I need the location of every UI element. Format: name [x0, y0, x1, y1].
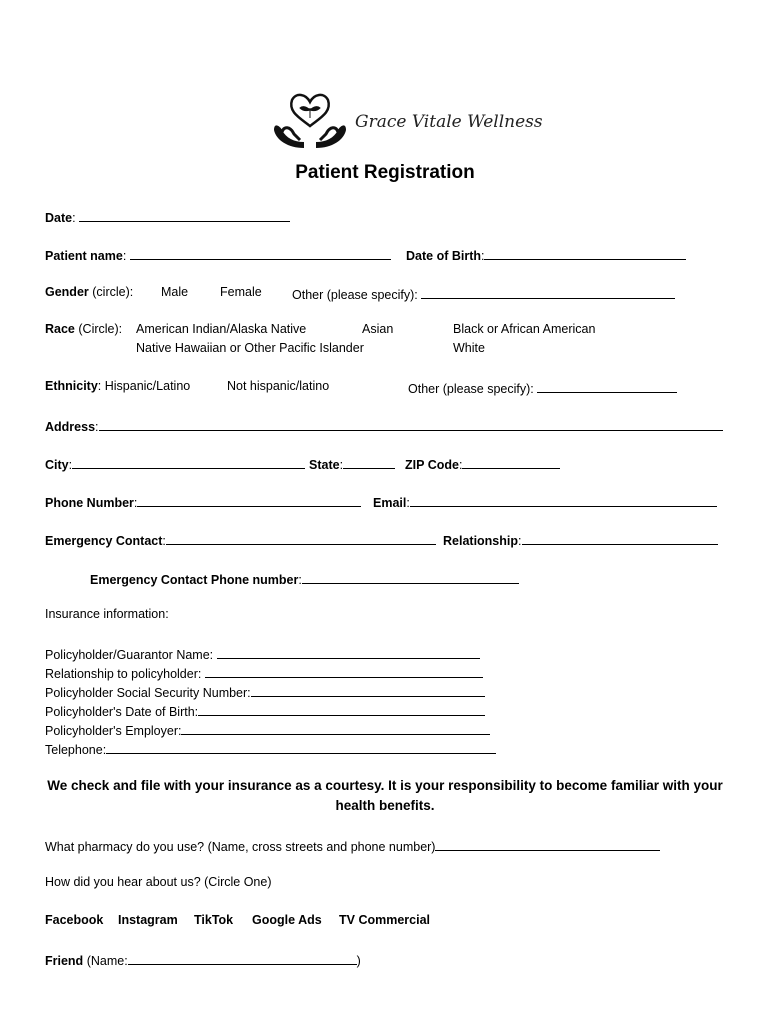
email-field[interactable]	[410, 493, 717, 507]
holder-telephone-field[interactable]	[106, 740, 496, 754]
email-label: Email	[373, 496, 407, 510]
holder-relationship-field[interactable]	[205, 664, 483, 678]
holder-dob-field[interactable]	[198, 702, 485, 716]
emergency-phone-field[interactable]	[302, 570, 519, 584]
dob-field[interactable]	[484, 246, 686, 260]
race-option-white[interactable]: White	[453, 341, 485, 355]
date-field[interactable]	[79, 208, 290, 222]
insurance-heading: Insurance information:	[45, 607, 169, 621]
city-field[interactable]	[72, 455, 305, 469]
dob-label: Date of Birth	[406, 249, 481, 263]
holder-employer-label: Policyholder's Employer:	[45, 724, 182, 738]
friend-label[interactable]: Friend	[45, 954, 84, 968]
relationship-field[interactable]	[522, 531, 718, 545]
friend-name-text: (Name:	[86, 954, 128, 968]
gender-label: Gender	[45, 285, 89, 299]
ethnicity-option-not-hispanic[interactable]: Not hispanic/latino	[227, 379, 330, 393]
emergency-contact-label: Emergency Contact	[45, 534, 163, 548]
pharmacy-field[interactable]	[435, 837, 660, 851]
holder-dob-label: Policyholder's Date of Birth:	[45, 705, 199, 719]
address-field[interactable]	[99, 417, 723, 431]
ethnicity-other-label: Other (please specify):	[408, 382, 534, 396]
patient-name-field[interactable]	[130, 246, 391, 260]
gender-other-label: Other (please specify):	[292, 288, 418, 302]
brand-name: Grace Vitale Wellness	[355, 112, 543, 132]
race-option-american-indian[interactable]: American Indian/Alaska Native	[136, 322, 307, 336]
race-option-native-hawaiian[interactable]: Native Hawaiian or Other Pacific Islander	[136, 341, 364, 355]
source-google-ads[interactable]: Google Ads	[252, 913, 322, 927]
holder-relationship-label: Relationship to policyholder:	[45, 667, 202, 681]
gender-hint: (circle):	[92, 285, 134, 299]
race-option-black[interactable]: Black or African American	[453, 322, 596, 336]
source-facebook[interactable]: Facebook	[45, 913, 104, 927]
source-tv-commercial[interactable]: TV Commercial	[339, 913, 431, 927]
holder-name-field[interactable]	[217, 645, 480, 659]
ethnicity-option-hispanic[interactable]: Hispanic/Latino	[104, 379, 191, 393]
friend-name-field[interactable]	[128, 951, 357, 965]
page-title: Patient Registration	[295, 162, 475, 183]
ethnicity-label: Ethnicity	[45, 379, 98, 393]
ethnicity-other-field[interactable]	[537, 379, 677, 393]
gender-option-female[interactable]: Female	[220, 285, 262, 299]
holder-telephone-label: Telephone:	[45, 743, 107, 757]
address-label: Address	[45, 420, 96, 434]
insurance-notice: We check and file with your insurance as a courtesy. It is your responsibility to become familiar with your health benefits.	[47, 778, 723, 813]
relationship-label: Relationship	[443, 534, 519, 548]
city-label: City	[45, 458, 69, 472]
race-label: Race	[45, 322, 75, 336]
race-hint: (Circle):	[78, 322, 123, 336]
holder-name-label: Policyholder/Guarantor Name:	[45, 648, 214, 662]
phone-label: Phone Number	[45, 496, 134, 510]
holder-ssn-field[interactable]	[251, 683, 485, 697]
emergency-contact-field[interactable]	[166, 531, 436, 545]
holder-ssn-label: Policyholder Social Security Number:	[45, 686, 251, 700]
zip-field[interactable]	[462, 455, 560, 469]
friend-close-paren: )	[356, 954, 361, 968]
zip-label: ZIP Code	[405, 458, 459, 472]
source-tiktok[interactable]: TikTok	[194, 913, 234, 927]
gender-other-field[interactable]	[421, 285, 675, 299]
source-instagram[interactable]: Instagram	[118, 913, 178, 927]
date-label: Date	[45, 211, 73, 225]
pharmacy-question: What pharmacy do you use? (Name, cross streets and phone number)	[45, 840, 436, 854]
state-label: State	[309, 458, 340, 472]
race-option-asian[interactable]: Asian	[362, 322, 394, 336]
patient-name-label: Patient name	[45, 249, 123, 263]
gender-option-male[interactable]: Male	[161, 285, 189, 299]
state-field[interactable]	[343, 455, 395, 469]
holder-employer-field[interactable]	[181, 721, 490, 735]
grace-vitale-logo-icon	[270, 92, 350, 152]
emergency-phone-label: Emergency Contact Phone number	[90, 573, 299, 587]
phone-field[interactable]	[137, 493, 361, 507]
hear-about-question: How did you hear about us? (Circle One)	[45, 875, 272, 889]
